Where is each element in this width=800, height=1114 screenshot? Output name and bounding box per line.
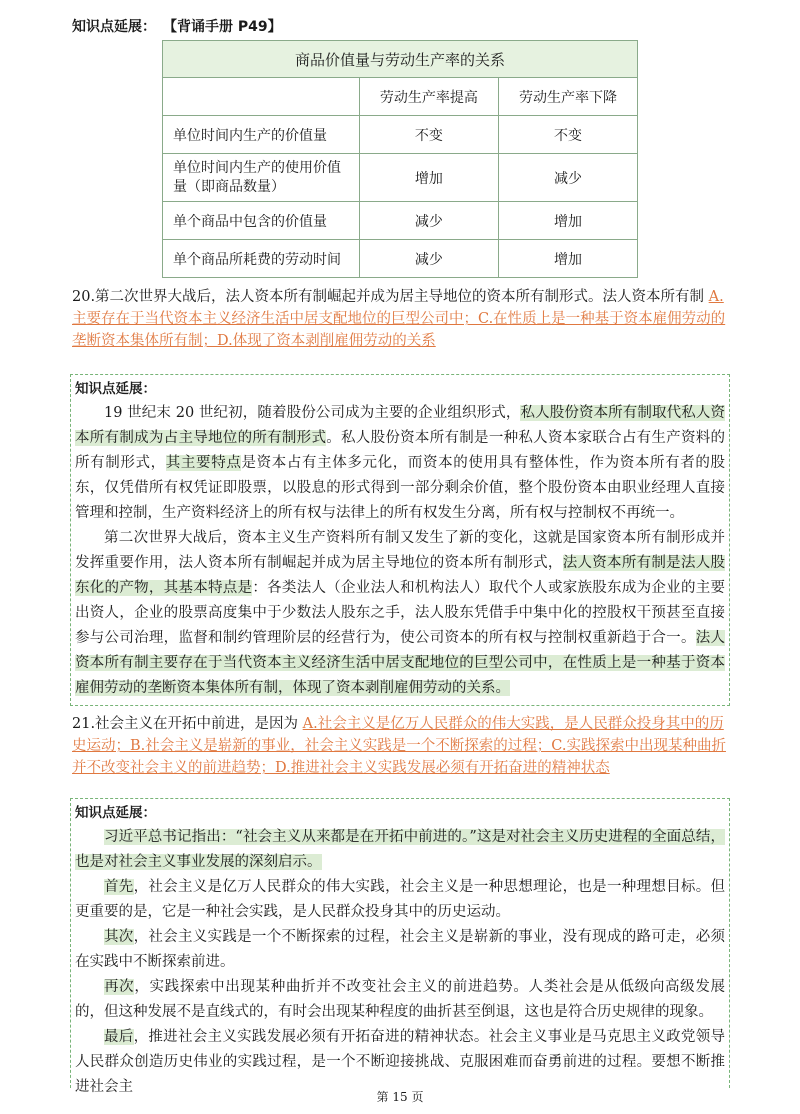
extension-label: 知识点延展：	[72, 19, 156, 35]
highlight: 法人资本所有制主要存在于当代资本主义经济生活中居支配地位的巨型公司中，在性质上是一种基于资本雇佣劳动的垄断资本集体所有制，体现了资本剥削雇佣劳动的关系。	[75, 630, 725, 696]
table-cell: 减少	[359, 202, 498, 240]
table-row-label: 单个商品所耗费的劳动时间	[163, 240, 360, 278]
table-cell: 增加	[359, 154, 498, 202]
page-number: 第 15 页	[376, 1090, 424, 1104]
table-row	[163, 202, 638, 240]
value-productivity-table	[162, 40, 638, 278]
paragraph	[75, 875, 725, 925]
text: ，实践探索中出现某种曲折并不改变社会主义的前进趋势。人类社会是从低级向高级发展的，但这种发展不是直线式的，有时会出现某种程度的曲折甚至倒退，这也是符合历史规律的现象。	[75, 979, 725, 1020]
table-title: 商品价值量与劳动生产率的关系	[163, 41, 638, 78]
text: 19 世纪末 20 世纪初，随着股份公司成为主要的企业组织形式，	[104, 405, 521, 421]
table-header-empty	[163, 78, 360, 116]
knowledge-extension-header	[72, 16, 282, 36]
highlight: 最后	[104, 1029, 134, 1045]
answer-text: A.社会主义是亿万人民群众的伟大实践，是人民群众投身其中的历史运动；B.社会主义是崭新的事业，社会主义实践是一个不断探索的过程；C.实践探索中出现某种曲折并不改变社会主义的前进趋势；D.推进社会主义实践发展必须有开拓奋进的精神状态	[72, 716, 726, 776]
question-21	[72, 713, 732, 779]
highlight: 再次	[104, 979, 135, 995]
highlight: 私人股份资本所有制取代私人资本所有制成为占主导地位的所有制形式	[75, 405, 725, 446]
text: ，推进社会主义实践发展必须有开拓奋进的精神状态。社会主义事业是马克思主义政党领导人民群众创造历史伟业的实践过程，是一个不断迎接挑战、克服困难而奋勇前进的过程。要想不断推进社会主	[75, 1029, 726, 1095]
question-20	[72, 286, 732, 352]
table-header-increase: 劳动生产率提高	[359, 78, 498, 116]
box-title: 知识点延展：	[75, 805, 156, 821]
text: 第二次世界大战后，资本主义生产资料所有制又发生了新的变化，这就是国家资本所有制形成并发挥重要作用，法人资本所有制崛起并成为居主导地位的资本所有制形式，	[75, 530, 725, 571]
highlight: 其主要特点	[165, 455, 242, 471]
table-cell: 减少	[359, 240, 498, 278]
highlight: 其次	[104, 929, 134, 945]
text: 。私人股份资本所有制是一种私人资本家联合占有生产资料的所有制形式，	[75, 430, 726, 471]
answer-text: A.主要存在于当代资本主义经济生活中居支配地位的巨型公司中；C.在性质上是一种基于资本雇佣劳动的垄断资本集体所有制；D.体现了资本剥削雇佣劳动的关系	[72, 289, 726, 349]
box-title: 知识点延展：	[75, 381, 156, 397]
highlight: 习近平总书记指出：“社会主义从来都是在开拓中前进的。”这是对社会主义历史进程的全面总结，也是对社会主义事业发展的深刻启示。	[75, 829, 725, 870]
paragraph	[75, 975, 725, 1025]
knowledge-extension-box-1	[70, 374, 730, 706]
table-row-label: 单位时间内生产的价值量	[163, 116, 360, 154]
paragraph	[75, 526, 725, 701]
text: ，社会主义实践是一个不断探索的过程，社会主义是崭新的事业，没有现成的路可走，必须在实践中不断探索前进。	[75, 929, 726, 970]
table-row	[163, 240, 638, 278]
highlight: 首先	[104, 879, 134, 895]
text: ，社会主义是亿万人民群众的伟大实践，社会主义是一种思想理论，也是一种理想目标。但更重要的是，它是一种社会实践，是人民群众投身其中的历史运动。	[75, 879, 726, 920]
paragraph	[75, 925, 725, 975]
table-row-label: 单个商品中包含的价值量	[163, 202, 360, 240]
table-cell: 不变	[498, 116, 637, 154]
table-cell: 减少	[498, 154, 637, 202]
table-row-label: 单位时间内生产的使用价值量（即商品数量）	[163, 154, 360, 202]
handbook-reference: 【背诵手册 P49】	[170, 19, 282, 35]
table-header-decrease: 劳动生产率下降	[498, 78, 637, 116]
table-row	[163, 116, 638, 154]
question-stem: 21.社会主义在开拓中前进，是因为	[72, 716, 303, 732]
table-cell: 增加	[498, 202, 637, 240]
text: 是资本占有主体多元化，而资本的使用具有整体性，作为资本所有者的股东，仅凭借所有权凭证即股票，以股息的形式得到一部分剩余价值，整个股份资本由职业经理人直接管理和控制，生产资料经济上的所有权与法律上的所有权发生分离，所有权与控制权不再统一。	[75, 455, 726, 521]
table-cell: 增加	[498, 240, 637, 278]
highlight: 法人资本所有制是法人股东化的产物，其基本特点是	[75, 555, 726, 596]
question-stem: 20.第二次世界大战后，法人资本所有制崛起并成为居主导地位的资本所有制形式。法人资本所有制	[72, 289, 709, 305]
text: ：各类法人（企业法人和机构法人）取代个人或家族股东成为企业的主要出资人，企业的股票高度集中于少数法人股东之手，法人股东凭借手中集中化的控股权干预甚至直接参与公司治理，监督和制约管理阶层的经营行为，使公司资本的所有权与控制权重新趋于合一。	[75, 580, 726, 646]
paragraph	[75, 401, 725, 526]
table-row	[163, 154, 638, 202]
table-cell: 不变	[359, 116, 498, 154]
paragraph	[75, 825, 725, 875]
knowledge-extension-box-2	[70, 798, 730, 1095]
